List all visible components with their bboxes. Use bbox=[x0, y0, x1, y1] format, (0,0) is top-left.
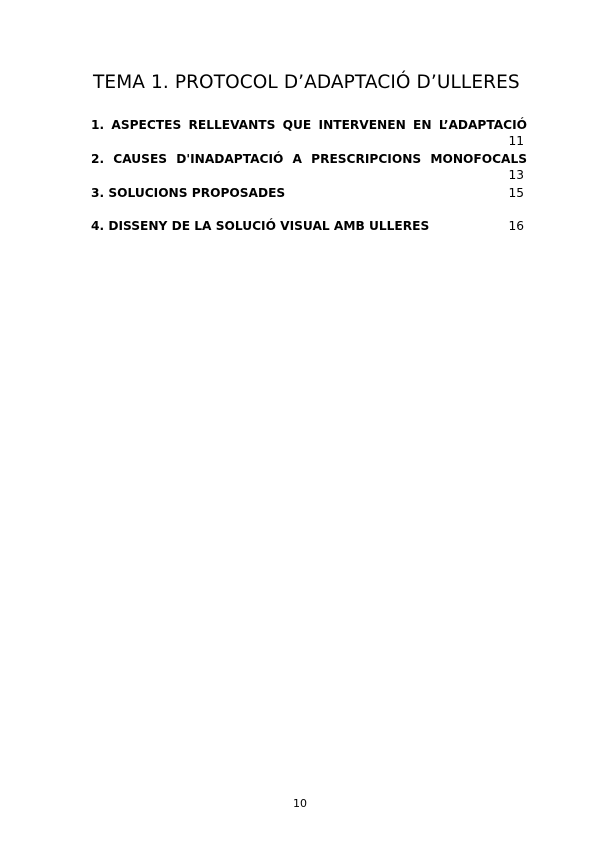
toc-entry-text: 1. ASPECTES RELLEVANTS QUE INTERVENEN EN L’ADAPTACIÓ bbox=[91, 118, 527, 132]
toc-entry-text: 2. CAUSES D'INADAPTACIÓ A PRESCRIPCIONS MONOFOCALS bbox=[91, 152, 527, 166]
toc-entry-page: 11 bbox=[508, 134, 524, 148]
toc-entry-1[interactable] bbox=[91, 117, 527, 149]
toc-entry-4[interactable] bbox=[91, 218, 527, 234]
toc-entry-3[interactable] bbox=[91, 185, 527, 201]
chapter-title: TEMA 1. PROTOCOL D’ADAPTACIÓ D’ULLERES bbox=[93, 72, 520, 93]
page-number: 10 bbox=[293, 797, 307, 810]
toc-entry-page: 15 bbox=[508, 186, 524, 200]
toc-entry-page: 13 bbox=[508, 168, 524, 182]
toc-entry-2[interactable] bbox=[91, 151, 527, 183]
toc-entry-page: 16 bbox=[508, 219, 524, 233]
toc-entry-text: 4. DISSENY DE LA SOLUCIÓ VISUAL AMB ULLERES bbox=[91, 219, 430, 233]
toc-entry-text: 3. SOLUCIONS PROPOSADES bbox=[91, 186, 286, 200]
